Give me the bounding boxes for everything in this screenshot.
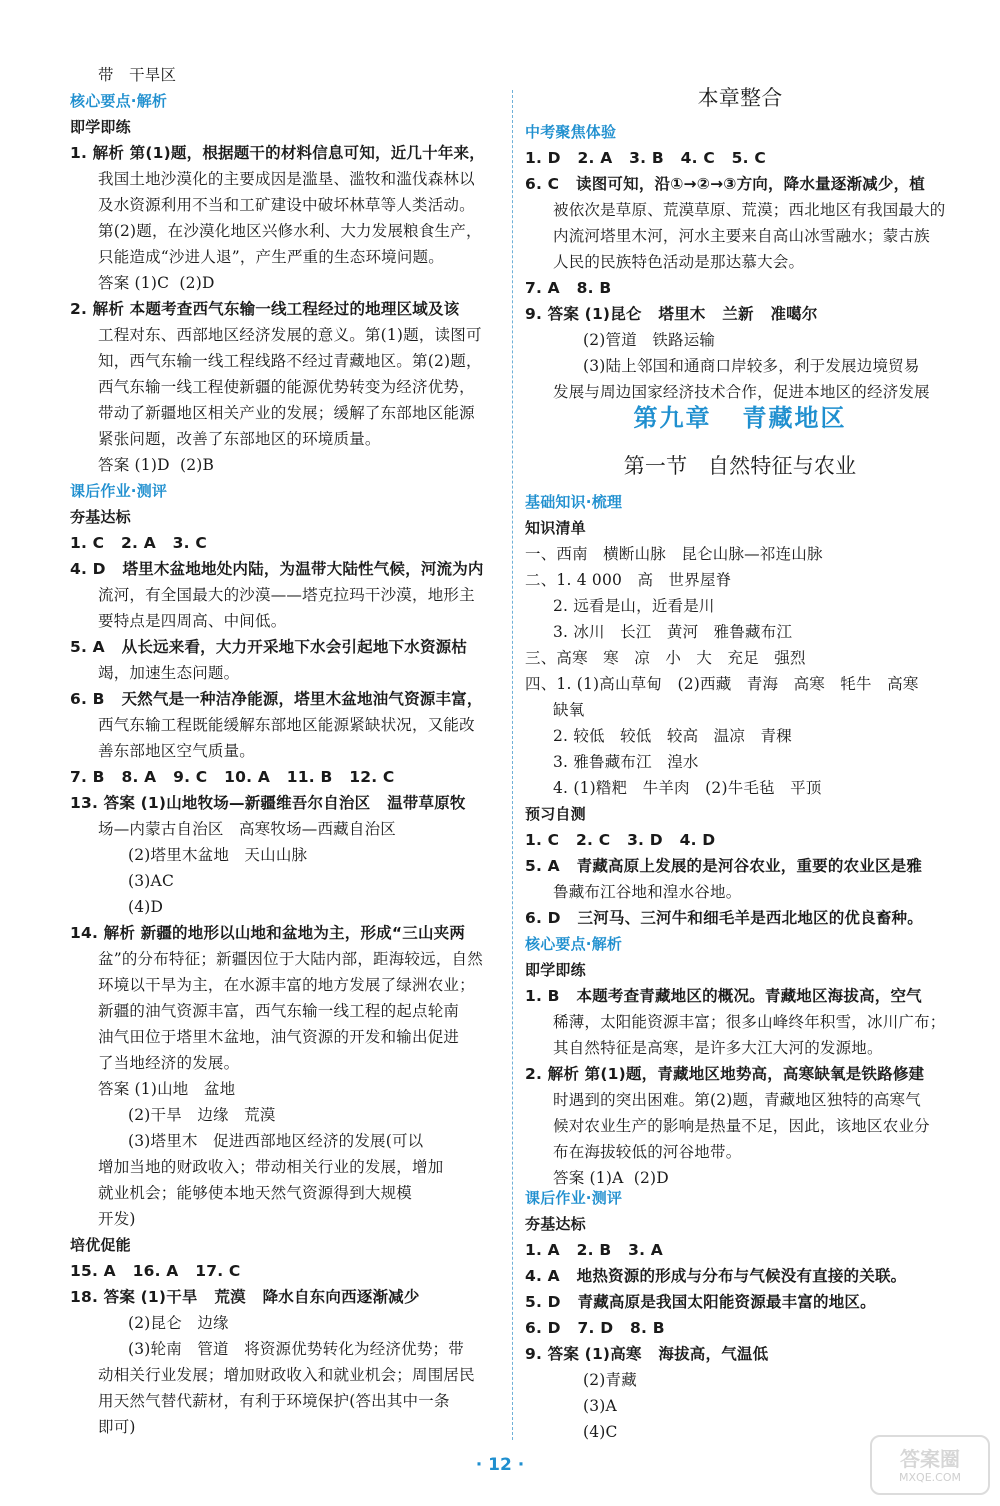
text-line: (4)C [583,1423,618,1441]
subsection-heading: 即学即练 [70,118,131,136]
text-line: 四、1. (1)高山草甸 (2)西藏 青海 高寒 牦牛 高寒 [525,675,919,693]
text-line: 开发) [98,1210,136,1228]
text-line: 其自然特征是高寒，是许多大江大河的发源地。 [553,1039,883,1057]
text-line: 三、高寒 寒 凉 小 大 充足 强烈 [525,649,806,667]
text-line: (2)昆仑 边缘 [128,1314,229,1332]
text-line: 内流河塔里木河，河水主要来自高山冰雪融水；蒙古族 [553,227,930,245]
text-line: 2. 远看是山，近看是川 [553,597,715,615]
text-line: 只能造成“沙进人退”，产生严重的生态环境问题。 [98,248,444,266]
text-line: 人民的民族特色活动是那达慕大会。 [553,253,805,271]
text-line: 4. (1)糌粑 牛羊肉 (2)牛毛毡 平顶 [553,779,822,797]
text-line: 要特点是四周高、中间低。 [98,612,287,630]
text-line: 答案 (1)C (2)D [98,274,215,292]
text-line: 用天然气替代薪材，有利于环境保护(答出其中一条 [98,1392,450,1410]
text-line: 稀薄，太阳能资源丰富；很多山峰终年积雪，冰川广布； [553,1013,946,1031]
watermark-title: 答案圈 [900,1447,960,1471]
text-line: 流河，有全国最大的沙漠——塔克拉玛干沙漠，地形主 [98,586,475,604]
subsection-heading: 即学即练 [525,961,586,979]
text-line: 油气田位于塔里木盆地，油气资源的开发和输出促进 [98,1028,460,1046]
text-line: 2. 解析 本题考查西气东输一线工程经过的地理区域及该 [70,300,460,318]
text-line: 答案 (1)山地 盆地 [98,1080,236,1098]
text-line: 1. A 2. B 3. A [525,1241,663,1259]
text-line: 答案 (1)D (2)B [98,456,215,474]
text-line: 6. B 天然气是一种洁净能源，塔里木盆地油气资源丰富， [70,690,483,708]
section-heading: 中考聚焦体验 [525,123,617,141]
text-line: 动相关行业发展；增加财政收入和就业机会；周围居民 [98,1366,475,1384]
text-line: 3. 冰川 长江 黄河 雅鲁藏布江 [553,623,793,641]
text-line: 善东部地区空气质量。 [98,742,256,760]
subsection-heading: 知识清单 [525,519,586,537]
text-line: (3)轮南 管道 将资源优势转化为经济优势；带 [128,1340,464,1358]
text-line: 5. A 从长远来看，大力开采地下水会引起地下水资源枯 [70,638,468,656]
text-line: 布在海拔较低的河谷地带。 [553,1143,742,1161]
text-line: 就业机会；能够使本地天然气资源得到大规模 [98,1184,413,1202]
text-line: 2. 较低 较低 较高 温凉 青稞 [553,727,792,745]
page-number: · 12 · [475,1455,525,1475]
text-line: (2)干旱 边缘 荒漠 [128,1106,276,1124]
text-line: 5. A 青藏高原上发展的是河谷农业，重要的农业区是雅 [525,857,923,875]
text-line: 环境以干旱为主，在水源丰富的地方发展了绿洲农业； [98,976,475,994]
section-heading: 课后作业·测评 [525,1189,623,1207]
text-line: 9. 答案 (1)昆仑 塔里木 兰新 准噶尔 [525,305,818,323]
text-line: 4. D 塔里木盆地地处内陆，为温带大陆性气候，河流为内 [70,560,484,578]
text-line: (4)D [128,898,164,916]
subsection-heading: 预习自测 [525,805,586,823]
text-line: 18. 答案 (1)干旱 荒漠 降水自东向西逐渐减少 [70,1288,420,1306]
text-line: 答案 (1)A (2)D [553,1169,669,1187]
text-line: 14. 解析 新疆的地形以山地和盆地为主，形成“三山夹两 [70,924,466,942]
text-line: 带 干旱区 [98,66,177,84]
text-line: 新疆的油气资源丰富，西气东输一线工程的起点轮南 [98,1002,460,1020]
text-line: 鲁藏布江谷地和湟水谷地。 [553,883,742,901]
text-line: 1. B 本题考查青藏地区的概况。青藏地区海拔高，空气 [525,987,922,1005]
text-line: 4. A 地热资源的形成与分布与气候没有直接的关联。 [525,1267,907,1285]
text-line: 二、1. 4 000 高 世界屋脊 [525,571,732,589]
text-line: 7. A 8. B [525,279,612,297]
text-line: 15. A 16. A 17. C [70,1262,241,1280]
column-divider [512,90,513,1440]
section-title: 第一节 自然特征与农业 [623,454,857,478]
text-line: 3. 雅鲁藏布江 湟水 [553,753,699,771]
text-line: 即可) [98,1418,136,1436]
text-line: 6. C 读图可知，沿①→②→③方向，降水量逐渐减少，植 [525,175,925,193]
text-line: (2)塔里木盆地 天山山脉 [128,846,308,864]
text-line: 发展与周边国家经济技术合作，促进本地区的经济发展 [553,383,930,401]
text-line: 西气东输一线工程使新疆的能源优势转变为经济优势， [98,378,475,396]
text-line: 6. D 7. D 8. B [525,1319,665,1337]
text-line: 增加当地的财政收入；带动相关行业的发展，增加 [98,1158,444,1176]
section-heading: 核心要点·解析 [70,92,168,110]
text-line: 工程对东、西部地区经济发展的意义。第(1)题，读图可 [98,326,482,344]
subsection-heading: 夯基达标 [525,1215,586,1233]
text-line: (3)陆上邻国和通商口岸较多，利于发展边境贸易 [583,357,920,375]
text-line: 13. 答案 (1)山地牧场—新疆维吾尔自治区 温带草原牧 [70,794,466,812]
text-line: (3)塔里木 促进西部地区经济的发展(可以 [128,1132,424,1150]
text-line: 被依次是草原、荒漠草原、荒漠；西北地区有我国最大的 [553,201,946,219]
text-line: (3)A [583,1397,617,1415]
text-line: 缺氧 [553,701,585,719]
text-line: 紧张问题，改善了东部地区的环境质量。 [98,430,381,448]
text-line: 知，西气东输一线工程线路不经过青藏地区。第(2)题， [98,352,482,370]
section-heading: 课后作业·测评 [70,482,168,500]
text-line: (2)管道 铁路运输 [583,331,716,349]
section-heading: 核心要点·解析 [525,935,623,953]
text-line: 带动了新疆地区相关产业的发展；缓解了东部地区能源 [98,404,475,422]
chapter-title: 第九章 青藏地区 [633,404,847,432]
subsection-heading: 培优促能 [70,1236,131,1254]
text-line: 盆”的分布特征；新疆因位于大陆内部，距海较远，自然 [98,950,483,968]
text-line: 西气东输工程既能缓解东部地区能源紧缺状况，又能改 [98,716,475,734]
section-title: 本章整合 [697,86,783,110]
text-line: 2. 解析 第(1)题，青藏地区地势高，高寒缺氧是铁路修建 [525,1065,925,1083]
subsection-heading: 夯基达标 [70,508,131,526]
text-line: 候对农业生产的影响是热量不足，因此，该地区农业分 [553,1117,930,1135]
text-line: 7. B 8. A 9. C 10. A 11. B 12. C [70,768,395,786]
text-line: (2)青藏 [583,1371,637,1389]
text-line: 1. 解析 第(1)题，根据题干的材料信息可知，近几十年来， [70,144,485,162]
watermark-url: MXQE.COM [899,1471,961,1484]
text-line: 了当地经济的发展。 [98,1054,240,1072]
text-line: 1. C 2. A 3. C [70,534,207,552]
text-line: 一、西南 横断山脉 昆仑山脉—祁连山脉 [525,545,823,563]
watermark-logo [870,1435,990,1495]
text-line: 及水资源利用不当和工矿建设中破坏林草等人类活动。 [98,196,475,214]
text-line: 场—内蒙古自治区 高寒牧场—西藏自治区 [98,820,396,838]
text-line: 5. D 青藏高原是我国太阳能资源最丰富的地区。 [525,1293,876,1311]
text-line: 我国土地沙漠化的主要成因是滥垦、滥牧和滥伐森林以 [98,170,475,188]
text-line: 1. C 2. C 3. D 4. D [525,831,716,849]
text-line: 时遇到的突出困难。第(2)题，青藏地区独特的高寒气 [553,1091,921,1109]
text-line: 第(2)题，在沙漠化地区兴修水利、大力发展粮食生产， [98,222,482,240]
text-line: 竭，加速生态问题。 [98,664,240,682]
text-line: (3)AC [128,872,175,890]
section-heading: 基础知识·梳理 [525,493,623,511]
text-line: 9. 答案 (1)高寒 海拔高，气温低 [525,1345,769,1363]
text-line: 1. D 2. A 3. B 4. C 5. C [525,149,766,167]
text-line: 6. D 三河马、三河牛和细毛羊是西北地区的优良畜种。 [525,909,923,927]
